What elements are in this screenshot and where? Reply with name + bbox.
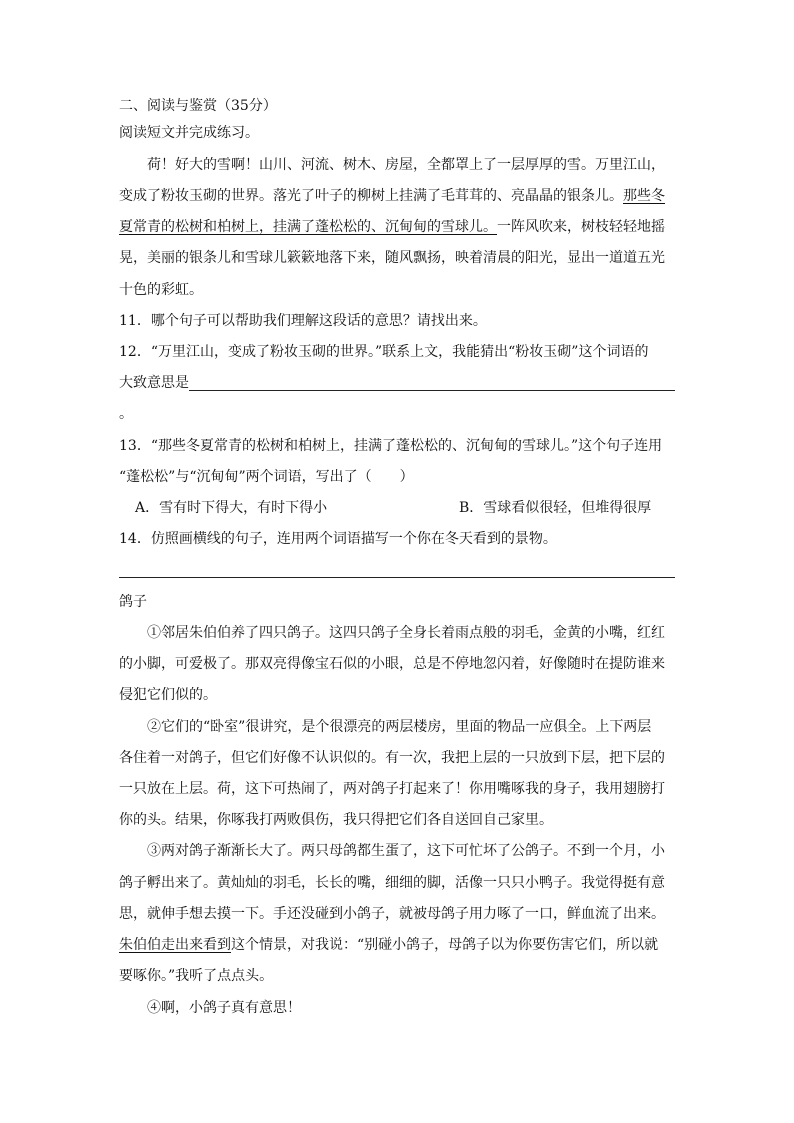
paragraph3-line2: 鸽子孵出来了。黄灿灿的羽毛，长长的嘴，细细的脚，活像一只只小鸭子。我觉得挺有意 <box>119 875 665 891</box>
section-heading: 二、阅读与鉴赏（35分） <box>119 98 277 114</box>
question-14: 14．仿照画横线的句子，连用两个词语描写一个你在冬天看到的景物。 <box>119 531 557 547</box>
paragraph3-line4 <box>119 936 658 954</box>
passage1-line2-text: 变成了粉妆玉砌的世界。落光了叶子的柳树上挂满了毛茸茸的、亮晶晶的银条儿。 <box>119 188 623 204</box>
option-a[interactable]: A．雪有时下得大，有时下得小 <box>135 500 328 516</box>
paragraph3-line4-text: 这个情景，对我说：“别碰小鸽子，母鸽子以为你要伤害它们，所以就 <box>231 937 659 953</box>
answer-blank-q12[interactable] <box>189 390 675 391</box>
underlined-phrase: 朱伯伯走出来看到 <box>119 937 231 953</box>
question-12-line2: 大致意思是 <box>119 375 189 391</box>
paragraph2-line4: 你的头。结果，你啄我打两败俱伤，我只得把它们各自送回自己家里。 <box>119 812 553 828</box>
question-11: 11．哪个句子可以帮助我们理解这段话的意思？请找出来。 <box>119 313 487 329</box>
instruction: 阅读短文并完成练习。 <box>119 125 259 141</box>
paragraph2-line3: 一只放在上层。荷，这下可热闹了，两对鸽子打起来了！你用嘴啄我的身子，我用翅膀打 <box>119 781 665 797</box>
paragraph1-line1: ①邻居朱伯伯养了四只鸽子。这四只鸽子全身长着雨点般的羽毛，金黄的小嘴，红红 <box>147 625 665 641</box>
question-12-line1: 12．“万里江山，变成了粉妆玉砌的世界。”联系上文，我能猜出“粉妆玉砌”这个词语的 <box>119 344 649 360</box>
question-12-end: 。 <box>119 406 133 422</box>
question-13-line1: 13．“那些冬夏常青的松树和柏树上，挂满了蓬松松的、沉甸甸的雪球儿。”这个句子连用 <box>119 438 663 454</box>
underlined-sentence: 夏常青的松树和柏树上，挂满了蓬松松的、沉甸甸的雪球儿。 <box>119 219 497 235</box>
paragraph2-line1: ②它们的“卧室”很讲究，是个很漂亮的两层楼房，里面的物品一应俱全。上下两层 <box>147 719 652 735</box>
paragraph1-line3: 侵犯它们似的。 <box>119 687 217 703</box>
passage1-line2 <box>119 187 665 205</box>
answer-blank-q14[interactable] <box>119 577 675 578</box>
paragraph3-line5: 要啄你。”我听了点点头。 <box>119 968 274 984</box>
passage1-line3 <box>119 218 665 236</box>
passage1-line4: 晃，美丽的银条儿和雪球儿簌簌地落下来，随风飘扬，映着清晨的阳光，显出一道道五光 <box>119 250 665 266</box>
paragraph4: ④啊，小鸽子真有意思！ <box>147 1000 301 1016</box>
passage1-line1: 荷！好大的雪啊！山川、河流、树木、房屋，全都罩上了一层厚厚的雪。万里江山， <box>147 157 665 173</box>
question-13-line2: “蓬松松”与“沉甸甸”两个词语，写出了（ ） <box>119 469 414 485</box>
paragraph3-line1: ③两对鸽子渐渐长大了。两只母鸽都生蛋了，这下可忙坏了公鸽子。不到一个月，小 <box>147 843 665 859</box>
underlined-sentence-start: 那些冬 <box>623 188 665 204</box>
passage2-title: 鸽子 <box>119 594 147 610</box>
paragraph2-line2: 各住着一对鸽子，但它们好像不认识似的。有一次，我把上层的一只放到下层，把下层的 <box>119 750 665 766</box>
paragraph3-line3: 思，就伸手想去摸一下。手还没碰到小鸽子，就被母鸽子用力啄了一口，鲜血流了出来。 <box>119 906 665 922</box>
option-b[interactable]: B．雪球看似很轻，但堆得很厚 <box>459 500 652 516</box>
passage1-line5: 十色的彩虹。 <box>119 282 203 298</box>
paragraph1-line2: 的小脚，可爱极了。那双亮得像宝石似的小眼，总是不停地忽闪着，好像随时在提防谁来 <box>119 656 665 672</box>
passage1-line3-text: 一阵风吹来，树枝轻轻地摇 <box>497 219 665 235</box>
